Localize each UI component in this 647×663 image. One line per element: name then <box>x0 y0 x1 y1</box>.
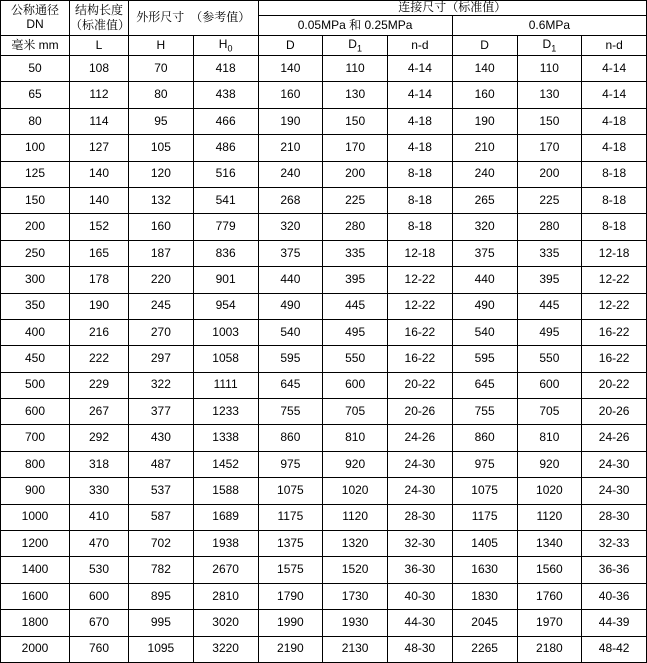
cell-nd-a: 12-22 <box>388 267 453 293</box>
cell-D1-b: 170 <box>517 135 582 161</box>
cell-D-a: 1075 <box>258 478 323 504</box>
cell-D-b: 1405 <box>452 531 517 557</box>
header-col-nd-b: n-d <box>582 36 647 56</box>
table-row <box>1 583 647 609</box>
header-col-H: H <box>129 36 194 56</box>
cell-D1-a: 1320 <box>323 531 388 557</box>
cell-H: 297 <box>129 346 194 372</box>
cell-nd-a: 8-18 <box>388 161 453 187</box>
cell-D1-a: 705 <box>323 399 388 425</box>
cell-D-a: 490 <box>258 293 323 319</box>
cell-D1-b: 600 <box>517 372 582 398</box>
cell-D1-a: 1520 <box>323 557 388 583</box>
header-row-columns <box>1 36 647 56</box>
cell-D-a: 1990 <box>258 610 323 636</box>
cell-nd-a: 12-18 <box>388 240 453 266</box>
cell-L: 267 <box>70 399 129 425</box>
cell-nd-b: 44-39 <box>582 610 647 636</box>
cell-H0: 1452 <box>193 451 258 477</box>
header-col-L: L <box>70 36 129 56</box>
cell-H: 95 <box>129 108 194 134</box>
cell-D-b: 1175 <box>452 504 517 530</box>
table-row <box>1 531 647 557</box>
cell-L: 470 <box>70 531 129 557</box>
cell-H: 322 <box>129 372 194 398</box>
cell-dn: 500 <box>1 372 70 398</box>
cell-nd-a: 8-18 <box>388 214 453 240</box>
cell-H: 120 <box>129 161 194 187</box>
cell-D-b: 190 <box>452 108 517 134</box>
table-row <box>1 161 647 187</box>
cell-H0: 1058 <box>193 346 258 372</box>
cell-dn: 1400 <box>1 557 70 583</box>
header-col-H0-main: H <box>218 36 228 51</box>
cell-dn: 350 <box>1 293 70 319</box>
cell-D1-a: 1020 <box>323 478 388 504</box>
cell-nd-a: 16-22 <box>388 346 453 372</box>
cell-nd-b: 12-18 <box>582 240 647 266</box>
cell-nd-b: 28-30 <box>582 504 647 530</box>
cell-H0: 486 <box>193 135 258 161</box>
cell-H0: 541 <box>193 187 258 213</box>
cell-H: 995 <box>129 610 194 636</box>
cell-D1-b: 810 <box>517 425 582 451</box>
cell-D1-b: 225 <box>517 187 582 213</box>
cell-nd-a: 12-22 <box>388 293 453 319</box>
table-row <box>1 267 647 293</box>
cell-dn: 300 <box>1 267 70 293</box>
header-col-D1-b-sub: 1 <box>551 43 557 54</box>
cell-dn: 700 <box>1 425 70 451</box>
header-col-D-a: D <box>258 36 323 56</box>
cell-H0: 1689 <box>193 504 258 530</box>
table-row <box>1 610 647 636</box>
header-unit-mm: 毫米 mm <box>1 36 70 56</box>
cell-D-b: 755 <box>452 399 517 425</box>
table-row <box>1 319 647 345</box>
cell-H: 895 <box>129 583 194 609</box>
cell-D-b: 975 <box>452 451 517 477</box>
cell-nd-b: 8-18 <box>582 187 647 213</box>
cell-H: 702 <box>129 531 194 557</box>
cell-L: 190 <box>70 293 129 319</box>
header-col-D1-b-main: D <box>542 36 552 51</box>
cell-H: 1095 <box>129 636 194 662</box>
cell-dn: 200 <box>1 214 70 240</box>
cell-H0: 1003 <box>193 319 258 345</box>
cell-H0: 466 <box>193 108 258 134</box>
cell-D-b: 540 <box>452 319 517 345</box>
cell-nd-a: 40-30 <box>388 583 453 609</box>
cell-nd-b: 4-14 <box>582 56 647 82</box>
header-col-D1-b <box>517 36 582 56</box>
cell-nd-a: 16-22 <box>388 319 453 345</box>
cell-D1-a: 150 <box>323 108 388 134</box>
cell-nd-a: 4-14 <box>388 82 453 108</box>
cell-H: 80 <box>129 82 194 108</box>
cell-dn: 450 <box>1 346 70 372</box>
table-row <box>1 451 647 477</box>
header-col-D1-a <box>323 36 388 56</box>
cell-H: 70 <box>129 56 194 82</box>
cell-D1-a: 600 <box>323 372 388 398</box>
cell-D1-b: 200 <box>517 161 582 187</box>
cell-nd-b: 4-14 <box>582 82 647 108</box>
cell-D-a: 2190 <box>258 636 323 662</box>
cell-D1-b: 1120 <box>517 504 582 530</box>
table-row <box>1 425 647 451</box>
cell-nd-b: 24-30 <box>582 451 647 477</box>
cell-D1-a: 200 <box>323 161 388 187</box>
cell-nd-b: 32-33 <box>582 531 647 557</box>
header-pressure-a: 0.05MPa 和 0.25MPa <box>258 16 452 36</box>
header-col-D1-a-main: D <box>348 36 357 51</box>
cell-D-b: 375 <box>452 240 517 266</box>
cell-L: 292 <box>70 425 129 451</box>
cell-L: 410 <box>70 504 129 530</box>
table-row <box>1 240 647 266</box>
cell-D1-a: 810 <box>323 425 388 451</box>
cell-nd-a: 4-18 <box>388 135 453 161</box>
cell-D1-b: 1340 <box>517 531 582 557</box>
header-structure-length-line2: （标准值） <box>70 18 131 32</box>
cell-H: 132 <box>129 187 194 213</box>
cell-D-b: 2265 <box>452 636 517 662</box>
cell-nd-a: 4-14 <box>388 56 453 82</box>
table-row <box>1 557 647 583</box>
cell-D1-b: 550 <box>517 346 582 372</box>
cell-D1-a: 1930 <box>323 610 388 636</box>
cell-H0: 954 <box>193 293 258 319</box>
cell-L: 216 <box>70 319 129 345</box>
cell-nd-a: 20-26 <box>388 399 453 425</box>
cell-nd-b: 36-36 <box>582 557 647 583</box>
cell-dn: 1800 <box>1 610 70 636</box>
cell-L: 670 <box>70 610 129 636</box>
cell-H: 430 <box>129 425 194 451</box>
cell-dn: 100 <box>1 135 70 161</box>
header-outline-size: 外形尺寸 （参考值） <box>129 1 259 36</box>
cell-D-b: 595 <box>452 346 517 372</box>
cell-H0: 3220 <box>193 636 258 662</box>
table-row <box>1 504 647 530</box>
cell-D1-b: 280 <box>517 214 582 240</box>
cell-D1-b: 445 <box>517 293 582 319</box>
cell-L: 229 <box>70 372 129 398</box>
cell-nd-b: 4-18 <box>582 135 647 161</box>
cell-D-a: 268 <box>258 187 323 213</box>
cell-D1-a: 920 <box>323 451 388 477</box>
cell-L: 330 <box>70 478 129 504</box>
table-row <box>1 399 647 425</box>
cell-L: 178 <box>70 267 129 293</box>
cell-D1-a: 1730 <box>323 583 388 609</box>
cell-nd-a: 24-30 <box>388 451 453 477</box>
cell-D-a: 1790 <box>258 583 323 609</box>
cell-nd-a: 44-30 <box>388 610 453 636</box>
cell-D1-b: 1020 <box>517 478 582 504</box>
cell-dn: 800 <box>1 451 70 477</box>
cell-D-a: 540 <box>258 319 323 345</box>
cell-H0: 779 <box>193 214 258 240</box>
cell-L: 760 <box>70 636 129 662</box>
table-row <box>1 108 647 134</box>
cell-dn: 80 <box>1 108 70 134</box>
cell-D1-b: 150 <box>517 108 582 134</box>
cell-nd-a: 8-18 <box>388 187 453 213</box>
cell-H: 220 <box>129 267 194 293</box>
header-col-D1-a-sub: 1 <box>356 43 362 54</box>
cell-D-a: 645 <box>258 372 323 398</box>
cell-D1-b: 1560 <box>517 557 582 583</box>
header-pressure-b: 0.6MPa <box>452 16 646 36</box>
cell-H: 245 <box>129 293 194 319</box>
cell-D1-a: 225 <box>323 187 388 213</box>
cell-H: 487 <box>129 451 194 477</box>
cell-H0: 836 <box>193 240 258 266</box>
cell-H0: 1588 <box>193 478 258 504</box>
cell-nd-b: 4-18 <box>582 108 647 134</box>
cell-D-a: 320 <box>258 214 323 240</box>
cell-D-a: 375 <box>258 240 323 266</box>
cell-dn: 400 <box>1 319 70 345</box>
cell-dn: 2000 <box>1 636 70 662</box>
table-row <box>1 56 647 82</box>
cell-H: 160 <box>129 214 194 240</box>
cell-nd-b: 20-22 <box>582 372 647 398</box>
cell-H: 587 <box>129 504 194 530</box>
cell-dn: 125 <box>1 161 70 187</box>
header-nominal-diameter: 公称通径 DN <box>1 1 70 36</box>
cell-D1-a: 335 <box>323 240 388 266</box>
cell-D-b: 210 <box>452 135 517 161</box>
cell-D-a: 210 <box>258 135 323 161</box>
cell-D-a: 1175 <box>258 504 323 530</box>
cell-L: 530 <box>70 557 129 583</box>
cell-H0: 516 <box>193 161 258 187</box>
cell-L: 222 <box>70 346 129 372</box>
cell-nd-a: 36-30 <box>388 557 453 583</box>
cell-nd-a: 20-22 <box>388 372 453 398</box>
cell-H: 270 <box>129 319 194 345</box>
cell-dn: 900 <box>1 478 70 504</box>
cell-D-b: 860 <box>452 425 517 451</box>
cell-nd-b: 24-26 <box>582 425 647 451</box>
table-body <box>1 56 647 663</box>
header-structure-length <box>70 1 129 36</box>
cell-D1-a: 495 <box>323 319 388 345</box>
cell-D-b: 320 <box>452 214 517 240</box>
cell-nd-b: 16-22 <box>582 319 647 345</box>
cell-nd-b: 20-26 <box>582 399 647 425</box>
cell-D1-b: 1760 <box>517 583 582 609</box>
cell-D-b: 1075 <box>452 478 517 504</box>
cell-D-b: 490 <box>452 293 517 319</box>
cell-D-a: 240 <box>258 161 323 187</box>
header-col-nd-a: n-d <box>388 36 453 56</box>
cell-L: 112 <box>70 82 129 108</box>
table-row <box>1 214 647 240</box>
cell-D-a: 140 <box>258 56 323 82</box>
cell-D1-a: 445 <box>323 293 388 319</box>
cell-D1-b: 110 <box>517 56 582 82</box>
cell-H: 187 <box>129 240 194 266</box>
cell-D-b: 1630 <box>452 557 517 583</box>
cell-H: 105 <box>129 135 194 161</box>
cell-H0: 418 <box>193 56 258 82</box>
cell-nd-b: 40-36 <box>582 583 647 609</box>
cell-H: 537 <box>129 478 194 504</box>
cell-H0: 1338 <box>193 425 258 451</box>
cell-nd-b: 8-18 <box>582 161 647 187</box>
cell-L: 152 <box>70 214 129 240</box>
table-row <box>1 135 647 161</box>
cell-H0: 438 <box>193 82 258 108</box>
cell-H0: 1938 <box>193 531 258 557</box>
cell-H0: 1111 <box>193 372 258 398</box>
cell-H0: 1233 <box>193 399 258 425</box>
cell-D1-b: 495 <box>517 319 582 345</box>
cell-H: 377 <box>129 399 194 425</box>
cell-H0: 2670 <box>193 557 258 583</box>
cell-D1-a: 170 <box>323 135 388 161</box>
cell-D1-a: 110 <box>323 56 388 82</box>
cell-D1-a: 2130 <box>323 636 388 662</box>
cell-nd-a: 48-30 <box>388 636 453 662</box>
header-col-D-b: D <box>452 36 517 56</box>
cell-D-a: 975 <box>258 451 323 477</box>
cell-nd-a: 24-26 <box>388 425 453 451</box>
cell-D-b: 240 <box>452 161 517 187</box>
header-col-H0-sub: 0 <box>227 43 233 54</box>
table-row <box>1 346 647 372</box>
cell-H0: 901 <box>193 267 258 293</box>
cell-nd-a: 28-30 <box>388 504 453 530</box>
cell-D1-b: 705 <box>517 399 582 425</box>
header-row-groups <box>1 1 647 16</box>
cell-D-a: 1575 <box>258 557 323 583</box>
cell-D1-b: 395 <box>517 267 582 293</box>
cell-nd-a: 4-18 <box>388 108 453 134</box>
table-header <box>1 1 647 56</box>
cell-nd-b: 8-18 <box>582 214 647 240</box>
cell-dn: 250 <box>1 240 70 266</box>
cell-H0: 2810 <box>193 583 258 609</box>
cell-dn: 150 <box>1 187 70 213</box>
cell-D-a: 1375 <box>258 531 323 557</box>
cell-L: 600 <box>70 583 129 609</box>
cell-D1-b: 335 <box>517 240 582 266</box>
cell-D-b: 265 <box>452 187 517 213</box>
cell-D1-a: 550 <box>323 346 388 372</box>
cell-D-b: 1830 <box>452 583 517 609</box>
cell-nd-a: 32-30 <box>388 531 453 557</box>
cell-D-a: 440 <box>258 267 323 293</box>
cell-D1-b: 130 <box>517 82 582 108</box>
table-row <box>1 372 647 398</box>
cell-dn: 600 <box>1 399 70 425</box>
cell-nd-b: 12-22 <box>582 293 647 319</box>
header-col-H0 <box>193 36 258 56</box>
cell-L: 165 <box>70 240 129 266</box>
cell-dn: 1200 <box>1 531 70 557</box>
cell-D-a: 755 <box>258 399 323 425</box>
cell-nd-b: 16-22 <box>582 346 647 372</box>
cell-D-a: 860 <box>258 425 323 451</box>
cell-D1-b: 920 <box>517 451 582 477</box>
cell-L: 318 <box>70 451 129 477</box>
header-connection-size: 连接尺寸（标准值） <box>258 1 647 16</box>
cell-D-b: 160 <box>452 82 517 108</box>
cell-L: 114 <box>70 108 129 134</box>
cell-D-b: 2045 <box>452 610 517 636</box>
cell-nd-b: 48-42 <box>582 636 647 662</box>
table-row <box>1 636 647 662</box>
cell-D1-a: 130 <box>323 82 388 108</box>
cell-D-a: 160 <box>258 82 323 108</box>
cell-L: 140 <box>70 187 129 213</box>
table-row <box>1 478 647 504</box>
cell-D1-a: 280 <box>323 214 388 240</box>
cell-nd-b: 12-22 <box>582 267 647 293</box>
cell-H0: 3020 <box>193 610 258 636</box>
cell-D1-a: 1120 <box>323 504 388 530</box>
header-structure-length-line1: 结构长度 <box>74 3 123 17</box>
cell-H: 782 <box>129 557 194 583</box>
cell-D1-a: 395 <box>323 267 388 293</box>
table-row <box>1 293 647 319</box>
cell-dn: 1600 <box>1 583 70 609</box>
cell-D1-b: 1970 <box>517 610 582 636</box>
cell-L: 108 <box>70 56 129 82</box>
cell-D-b: 140 <box>452 56 517 82</box>
cell-nd-b: 24-30 <box>582 478 647 504</box>
cell-D-b: 440 <box>452 267 517 293</box>
cell-D-a: 190 <box>258 108 323 134</box>
cell-D-a: 595 <box>258 346 323 372</box>
cell-L: 140 <box>70 161 129 187</box>
table-row <box>1 187 647 213</box>
cell-dn: 50 <box>1 56 70 82</box>
cell-dn: 1000 <box>1 504 70 530</box>
cell-L: 127 <box>70 135 129 161</box>
cell-nd-a: 24-30 <box>388 478 453 504</box>
table-row <box>1 82 647 108</box>
cell-D1-b: 2180 <box>517 636 582 662</box>
cell-D-b: 645 <box>452 372 517 398</box>
cell-dn: 65 <box>1 82 70 108</box>
